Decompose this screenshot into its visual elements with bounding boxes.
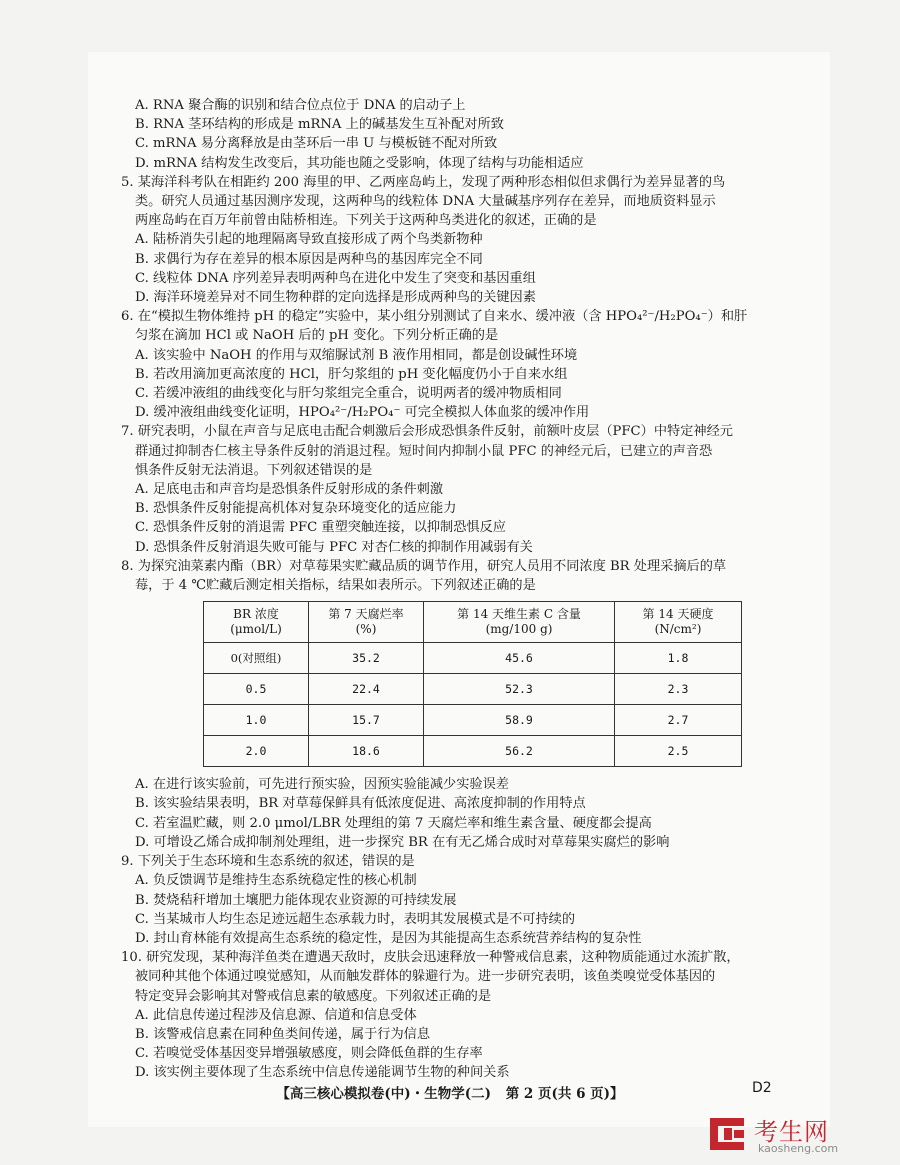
table-cell: 56.2 bbox=[424, 736, 615, 767]
option: A. 此信息传递过程涉及信息源、信道和信息受体 bbox=[135, 1007, 417, 1023]
logo-domain: kaosheng.com bbox=[758, 1142, 839, 1155]
table-cell: 35.2 bbox=[309, 643, 424, 674]
question-stem: 10. 研究发现，某种海洋鱼类在遭遇天敌时，皮肤会迅速释放一种警戒信息素，这种物质能通过水流扩散， bbox=[121, 950, 740, 966]
option: C. 若缓冲液组的曲线变化与肝匀浆组完全重合，说明两者的缓冲物质相同 bbox=[135, 386, 562, 402]
option: A. RNA 聚合酶的识别和结合位点位于 DNA 的启动子上 bbox=[135, 98, 466, 113]
question-stem: 7. 研究表明，小鼠在声音与足底电击配合刺激后会形成恐惧条件反射，前额叶皮层（PFC）中特定神经元 bbox=[121, 424, 733, 440]
question-stem: 匀浆在滴加 HCl 或 NaOH 后的 pH 变化。下列分析正确的是 bbox=[135, 328, 499, 344]
option: A. 在进行该实验前，可先进行预实验，因预实验能减少实验误差 bbox=[135, 777, 509, 793]
option: A. 该实验中 NaOH 的作用与双缩脲试剂 B 液作用相同，都是创设碱性环境 bbox=[135, 347, 578, 363]
exam-title: 【高三核心模拟卷(中)・生物学(二) bbox=[276, 1086, 491, 1102]
option: B. 该实验结果表明，BR 对草莓保鲜具有低浓度促进、高浓度抑制的作用特点 bbox=[135, 796, 586, 812]
kaosheng-logo-icon bbox=[708, 1114, 748, 1154]
table-cell: 2.7 bbox=[615, 705, 742, 736]
question-stem: 群通过抑制杏仁核主导条件反射的消退过程。短时间内抑制小鼠 PFC 的神经元后，已建立的声音恐 bbox=[135, 443, 713, 459]
table-row bbox=[204, 643, 742, 674]
option: C. 恐惧条件反射的消退需 PFC 重塑突触连接，以抑制恐惧反应 bbox=[135, 520, 506, 536]
question-4-options bbox=[135, 96, 803, 173]
option: C. 若嗅觉受体基因变异增强敏感度，则会降低鱼群的生存率 bbox=[135, 1046, 483, 1062]
question-7 bbox=[121, 422, 803, 556]
question-stem: 9. 下列关于生态环境和生态系统的叙述，错误的是 bbox=[121, 854, 415, 870]
question-stem: 5. 某海洋科考队在相距约 200 海里的甲、乙两座岛屿上，发现了两种形态相似但求偶行为差异显著的鸟 bbox=[121, 174, 726, 190]
option: D. 该实例主要体现了生态系统中信息传递能调节生物的种间关系 bbox=[135, 1065, 510, 1081]
option: C. 若室温贮藏，则 2.0 μmol/LBR 处理组的第 7 天腐烂率和维生素含量、硬度都会提高 bbox=[135, 815, 652, 831]
question-10 bbox=[121, 948, 803, 1082]
table-cell: 1.0 bbox=[204, 705, 309, 736]
option: C. mRNA 易分离释放是由茎环后一串 U 与模板链不配对所致 bbox=[135, 136, 498, 152]
column-header: BR 浓度 (μmol/L) bbox=[204, 602, 309, 643]
table-cell: 22.4 bbox=[309, 674, 424, 705]
question-6 bbox=[121, 307, 803, 422]
option: C. 当某城市人均生态足迹远超生态承载力时，表明其发展模式是不可持续的 bbox=[135, 911, 576, 927]
option: A. 陆桥消失引起的地理隔离导致直接形成了两个鸟类新物种 bbox=[135, 232, 483, 248]
option: D. 海洋环境差异对不同生物种群的定向选择是形成两种鸟的关键因素 bbox=[135, 290, 536, 306]
site-watermark-logo bbox=[708, 1112, 888, 1158]
table-row bbox=[204, 736, 742, 767]
option: A. 负反馈调节是维持生态系统稳定性的核心机制 bbox=[135, 873, 417, 889]
question-8 bbox=[121, 557, 803, 852]
column-header: 第 14 天维生素 C 含量 (mg/100 g) bbox=[424, 602, 615, 643]
table-cell: 1.8 bbox=[615, 643, 742, 674]
option: B. RNA 茎环结构的形成是 mRNA 上的碱基发生互补配对所致 bbox=[135, 117, 504, 133]
question-stem: 被同种其他个体通过嗅觉感知，从而触发群体的躲避行为。进一步研究表明，该鱼类嗅觉受体基因的 bbox=[135, 969, 716, 985]
question-stem: 两座岛屿在百万年前曾由陆桥相连。下列关于这两种鸟类进化的叙述，正确的是 bbox=[135, 213, 597, 229]
br-data-table bbox=[203, 601, 742, 767]
option: B. 若改用滴加更高浓度的 HCl，肝匀浆组的 pH 变化幅度仍小于自来水组 bbox=[135, 366, 568, 382]
table-cell: 0(对照组) bbox=[204, 643, 309, 674]
table-cell: 2.5 bbox=[615, 736, 742, 767]
table-header-row bbox=[204, 602, 742, 643]
table-cell: 0.5 bbox=[204, 674, 309, 705]
column-header: 第 14 天硬度 (N/cm²) bbox=[615, 602, 742, 643]
question-5 bbox=[121, 173, 803, 307]
table-cell: 18.6 bbox=[309, 736, 424, 767]
option: D. 恐惧条件反射消退失败可能与 PFC 对杏仁核的抑制作用减弱有关 bbox=[135, 539, 533, 555]
table-cell: 15.7 bbox=[309, 705, 424, 736]
table-cell: 58.9 bbox=[424, 705, 615, 736]
option: A. 足底电击和声音均是恐惧条件反射形成的条件刺激 bbox=[135, 482, 444, 498]
table-cell: 52.3 bbox=[424, 674, 615, 705]
option: B. 求偶行为存在差异的根本原因是两种鸟的基因库完全不同 bbox=[135, 251, 483, 267]
option: C. 线粒体 DNA 序列差异表明两种鸟在进化中发生了突变和基因重组 bbox=[135, 270, 536, 286]
table-cell: 2.0 bbox=[204, 736, 309, 767]
question-stem: 惧条件反射无法消退。下列叙述错误的是 bbox=[135, 462, 373, 478]
column-header: 第 7 天腐烂率 (%) bbox=[309, 602, 424, 643]
option: B. 恐惧条件反射能提高机体对复杂环境变化的适应能力 bbox=[135, 501, 457, 517]
page-number: 第 2 页(共 6 页)】 bbox=[505, 1086, 624, 1102]
paper-code: D2 bbox=[752, 1080, 772, 1096]
option: B. 焚烧秸秆增加土壤肥力能体现农业资源的可持续发展 bbox=[135, 892, 457, 908]
option: D. 缓冲液组曲线变化证明，HPO₄²⁻/H₂PO₄⁻ 可完全模拟人体血浆的缓冲作用 bbox=[135, 405, 590, 421]
question-stem: 8. 为探究油菜素内酯（BR）对草莓果实贮藏品质的调节作用，研究人员用不同浓度 BR 处理采摘后的草 bbox=[121, 558, 727, 574]
question-stem: 类。研究人员通过基因测序发现，这两种鸟的线粒体 DNA 大量碱基序列存在差异，而地质资料显示 bbox=[135, 194, 716, 210]
question-column bbox=[121, 96, 803, 1083]
question-stem: 特定变异会影响其对警戒信息素的敏感度。下列叙述正确的是 bbox=[135, 988, 492, 1004]
question-9 bbox=[121, 852, 803, 948]
question-stem: 6. 在“模拟生物体维持 pH 的稳定”实验中，某小组分别测试了自来水、缓冲液（含 HPO₄²⁻/H₂PO₄⁻）和肝 bbox=[121, 309, 748, 325]
option: D. 封山育林能有效提高生态系统的稳定性，是因为其能提高生态系统营养结构的复杂性 bbox=[135, 930, 642, 946]
logo-name: 考生网 bbox=[754, 1118, 829, 1146]
table-cell: 45.6 bbox=[424, 643, 615, 674]
option: D. 可增设乙烯合成抑制剂处理组，进一步探究 BR 在有无乙烯合成时对草莓果实腐烂的影响 bbox=[135, 834, 670, 850]
option: D. mRNA 结构发生改变后，其功能也随之受影响，体现了结构与功能相适应 bbox=[135, 155, 584, 171]
table-row bbox=[204, 705, 742, 736]
table-cell: 2.3 bbox=[615, 674, 742, 705]
table-row bbox=[204, 674, 742, 705]
option: B. 该警戒信息素在同种鱼类间传递，属于行为信息 bbox=[135, 1026, 431, 1042]
question-stem: 莓，于 4 ℃贮藏后测定相关指标，结果如表所示。下列叙述正确的是 bbox=[135, 578, 536, 594]
